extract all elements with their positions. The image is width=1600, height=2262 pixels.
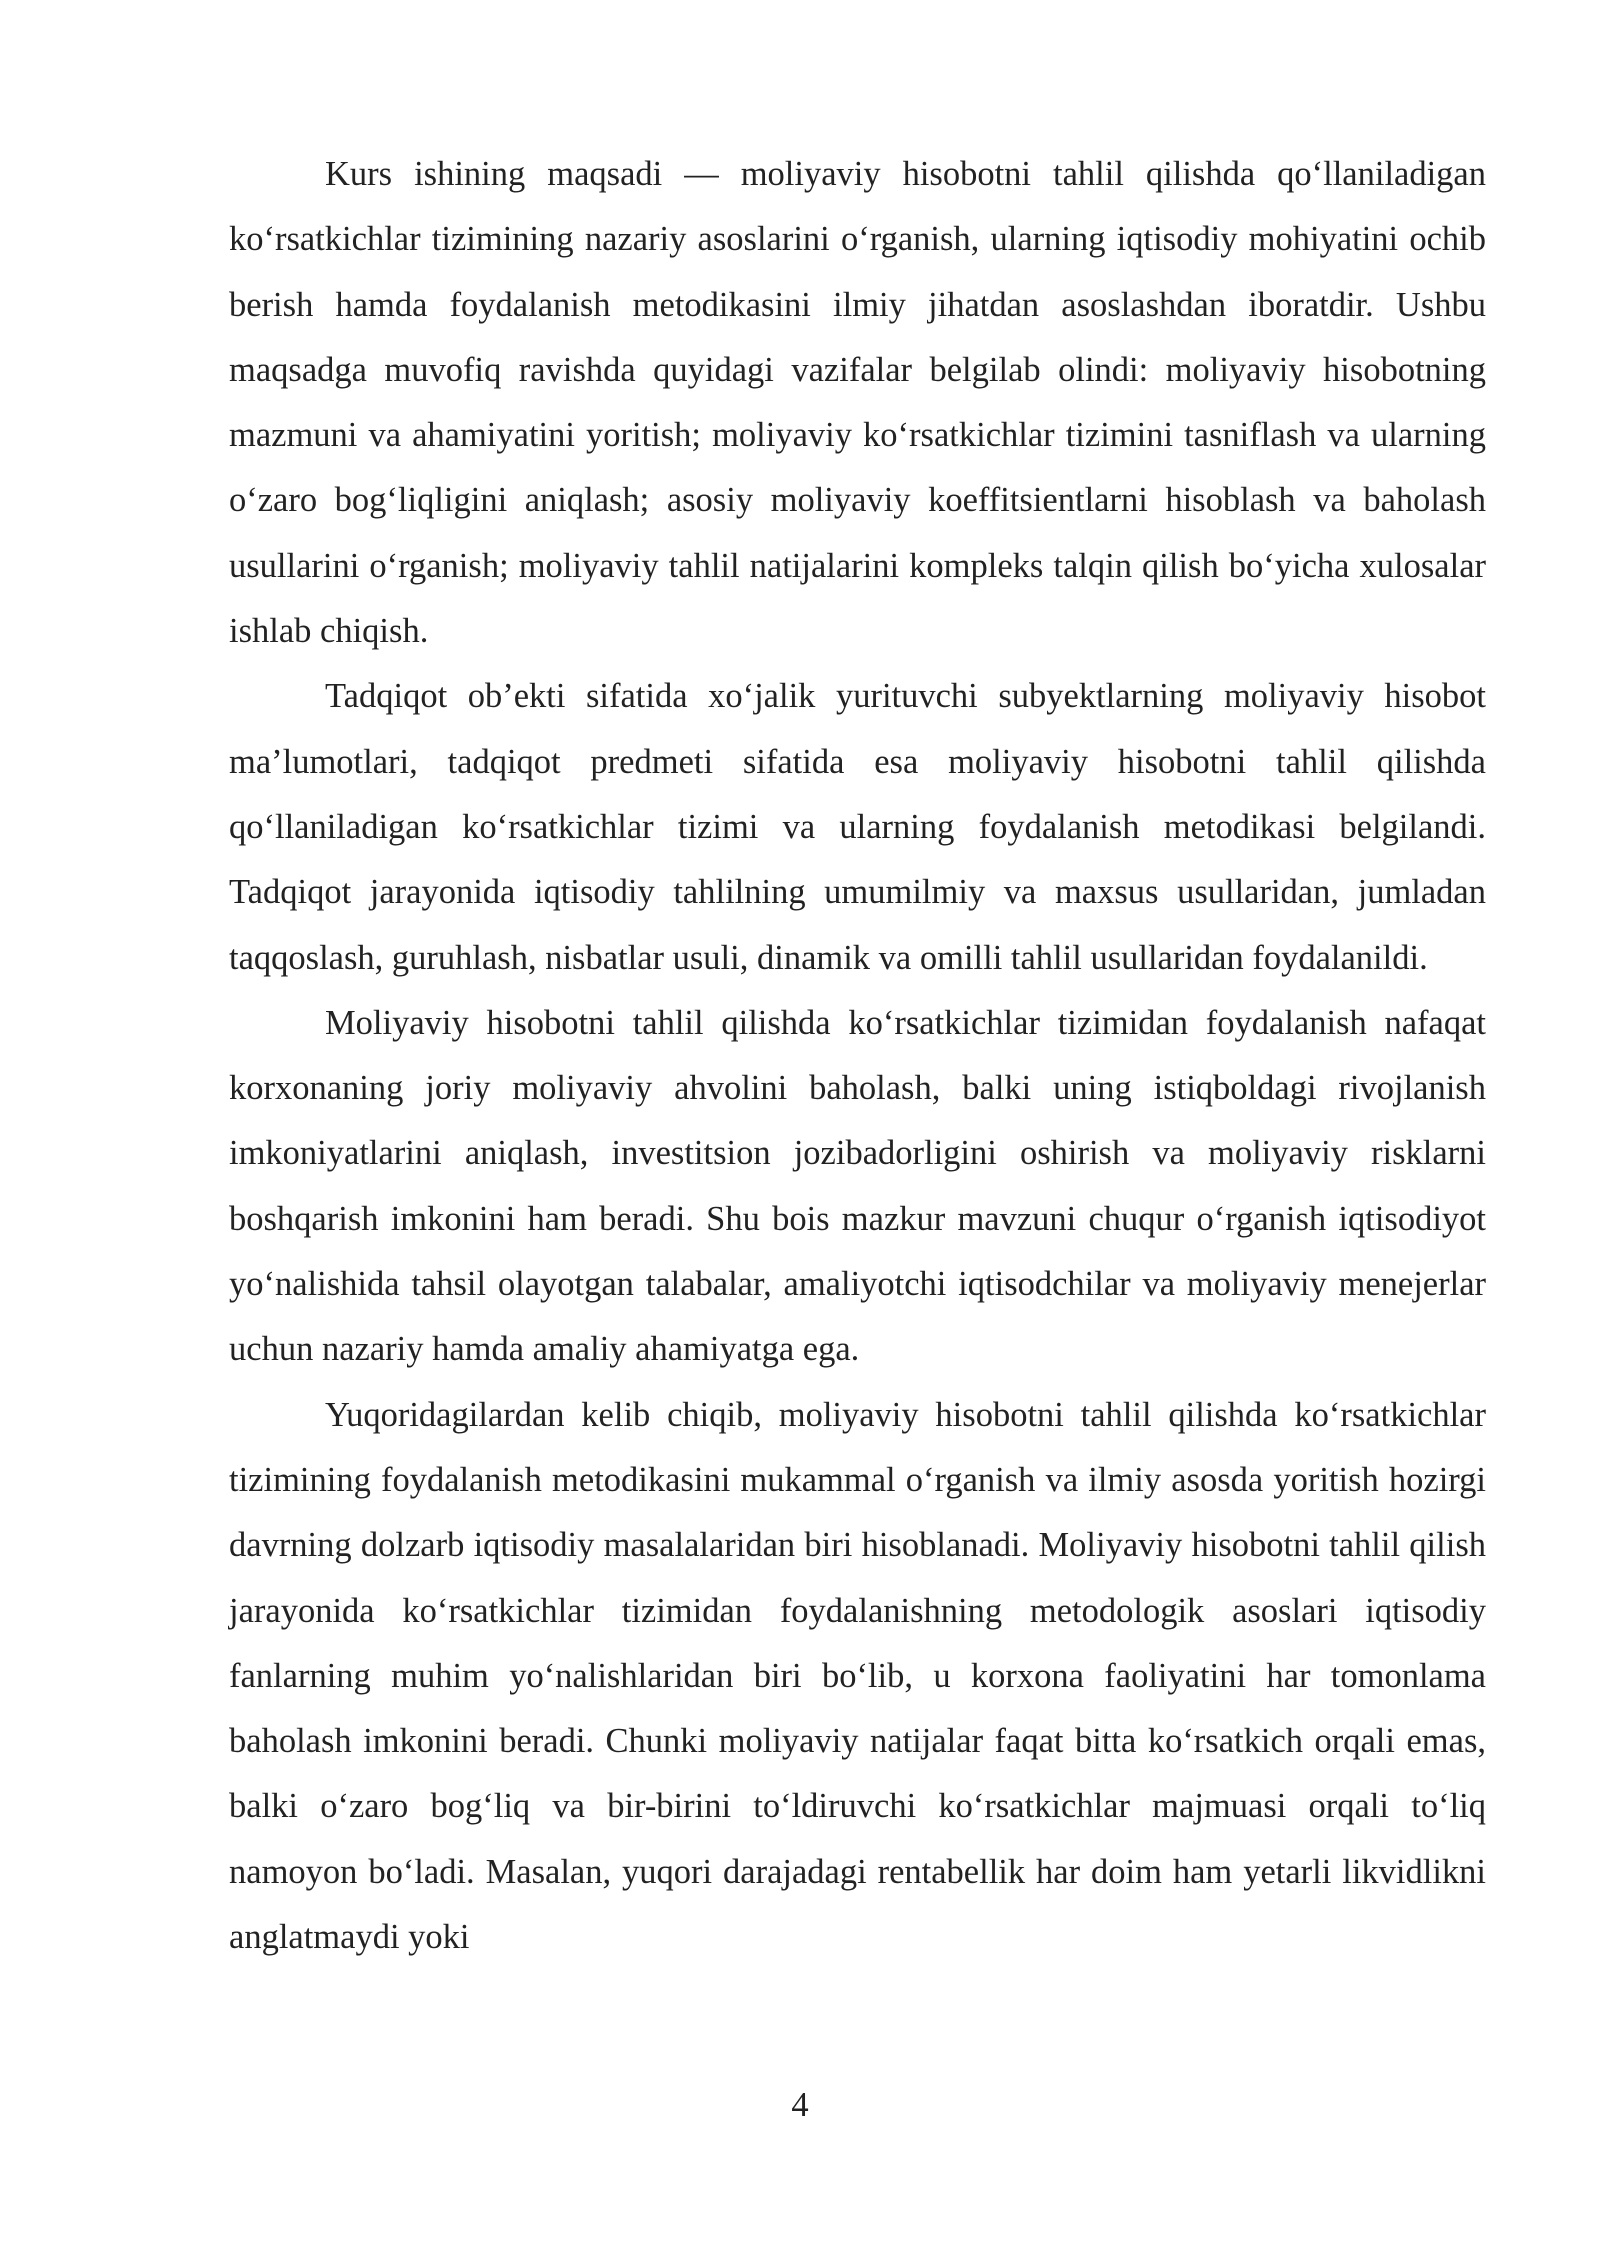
paragraph-significance: Moliyaviy hisobotni tahlil qilishda ko‘rsatkichlar tizimidan foydalanish nafaqat korxonaning joriy moliyaviy ahvolini baholash, balki uning istiqboldagi rivojlanish imkoniyatlarini aniqlash, investitsion jozibadorligini oshirish va moliyaviy risklarni boshqarish imkonini ham beradi. Shu bois mazkur mavzuni chuqur o‘rganish iqtisodiyot yo‘nalishida tahsil olayotgan talabalar, amaliyotchi iqtisodchilar va moliyaviy menejerlar uchun nazariy hamda amaliy ahamiyatga ega.: [229, 1003, 1486, 1369]
paragraph-goal: Kurs ishining maqsadi — moliyaviy hisobotni tahlil qilishda qo‘llaniladigan ko‘rsatkichlar tizimining nazariy asoslarini o‘rganish, ularning iqtisodiy mohiyatini ochib berish hamda foydalanish metodikasini ilmiy jihatdan asoslashdan iboratdir. Ushbu maqsadga muvofiq ravishda quyidagi vazifalar belgilab olindi: moliyaviy hisobotning mazmuni va ahamiyatini yoritish; moliyaviy ko‘rsatkichlar tizimini tasniflash va ularning o‘zaro bog‘liqligini aniqlash; asosiy moliyaviy koeffitsientlarni hisoblash va baholash usullarini o‘rganish; moliyaviy tahlil natijalarini kompleks talqin qilish bo‘yicha xulosalar ishlab chiqish.: [229, 155, 1486, 651]
page-number: 4: [791, 2086, 809, 2124]
paragraph-object: Tadqiqot ob’ekti sifatida xo‘jalik yurituvchi subyektlarning moliyaviy hisobot ma’lumotlari, tadqiqot predmeti sifatida esa moliyaviy hisobotni tahlil qilishda qo‘llaniladigan ko‘rsatkichlar tizimi va ularning foydalanish metodikasi belgilandi. Tadqiqot jarayonida iqtisodiy tahlilning umumilmiy va maxsus usullaridan, jumladan taqqoslash, guruhlash, nisbatlar usuli, dinamik va omilli tahlil usullaridan foydalanildi.: [229, 677, 1486, 977]
paragraph-conclusion: Yuqoridagilardan kelib chiqib, moliyaviy hisobotni tahlil qilishda ko‘rsatkichlar tizimining foydalanish metodikasini mukammal o‘rganish va ilmiy asosda yoritish hozirgi davrning dolzarb iqtisodiy masalalaridan biri hisoblanadi. Moliyaviy hisobotni tahlil qilish jarayonida ko‘rsatkichlar tizimidan foydalanishning metodologik asoslari iqtisodiy fanlarning muhim yo‘nalishlaridan biri bo‘lib, u korxona faoliyatini har tomonlama baholash imkonini beradi. Chunki moliyaviy natijalar faqat bitta ko‘rsatkich orqali emas, balki o‘zaro bog‘liq va bir-birini to‘ldiruvchi ko‘rsatkichlar majmuasi orqali to‘liq namoyon bo‘ladi. Masalan, yuqori darajadagi rentabellik har doim ham yetarli likvidlikni anglatmaydi yoki: [229, 1395, 1486, 1957]
body-text: [229, 142, 1486, 1970]
